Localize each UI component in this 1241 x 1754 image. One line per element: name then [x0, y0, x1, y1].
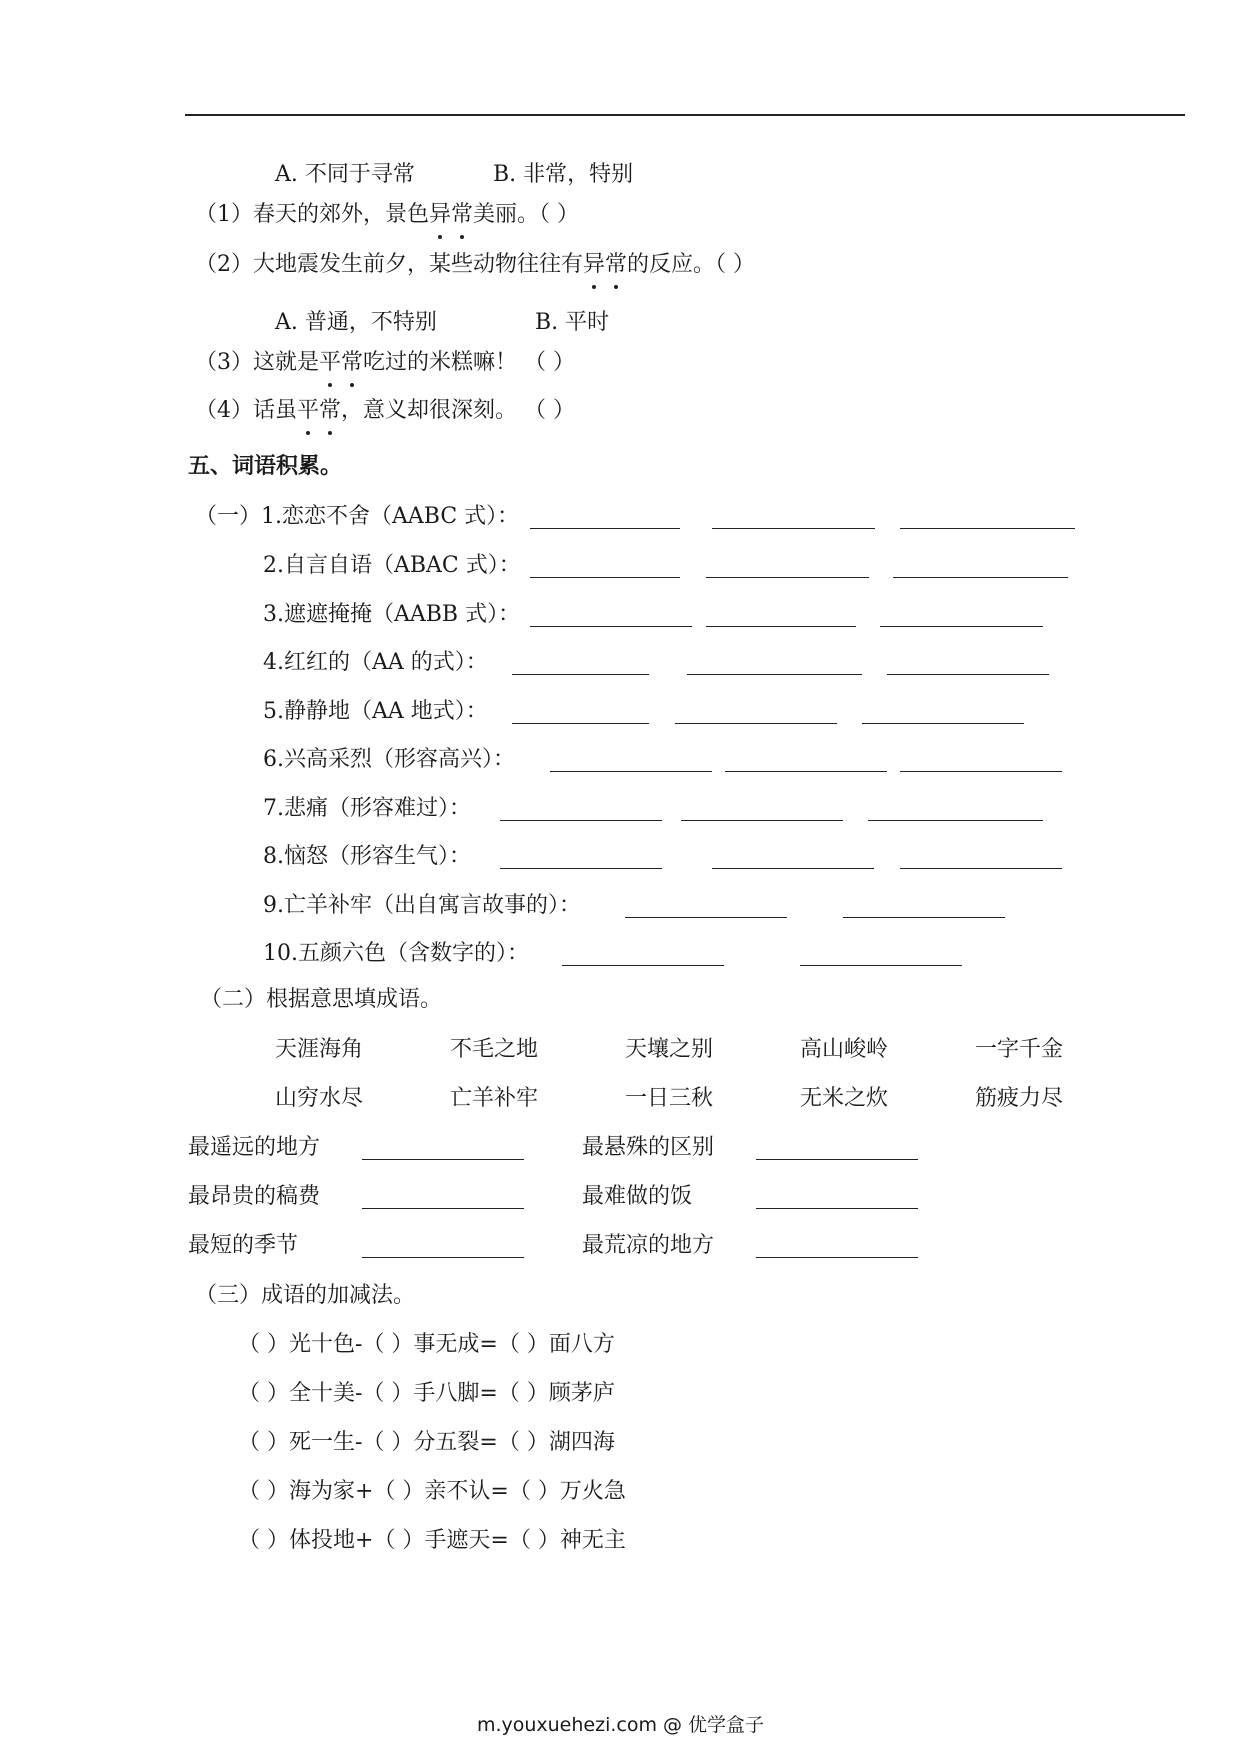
options-a-1: A. 不同于寻常	[275, 162, 415, 187]
prompt-right-2-blank[interactable]	[756, 1207, 918, 1209]
item-2-blank-2[interactable]	[706, 576, 869, 578]
idiom: 山穷水尽	[275, 1086, 364, 1111]
idiom: 天壤之别	[625, 1037, 714, 1062]
item-9-blank-1[interactable]	[625, 916, 787, 918]
item-3-label: 3.遮遮掩掩（AABB 式）：	[263, 602, 521, 627]
idiom: 亡羊补牢	[450, 1086, 539, 1111]
math-row-2: （ ）全十美-（ ）手八脚=（ ）顾茅庐	[238, 1381, 615, 1406]
item-4-label: 4.红红的（AA 的式）：	[263, 650, 488, 675]
item-9-blank-2[interactable]	[843, 916, 1005, 918]
item-8-blank-1[interactable]	[500, 867, 662, 869]
item-8-label: 8.恼怒（形容生气）：	[263, 844, 471, 869]
part3-title: （三）成语的加减法。	[195, 1283, 416, 1308]
header-rule	[185, 114, 1185, 116]
prompt-right-1-blank[interactable]	[756, 1158, 918, 1160]
item-6-label: 6.兴高采烈（形容高兴）：	[263, 747, 515, 772]
prompt-left-1: 最遥远的地方	[188, 1135, 321, 1160]
prompt-left-2-blank[interactable]	[362, 1207, 524, 1209]
item-10-blank-1[interactable]	[562, 964, 724, 966]
question-3: （3）这就是平常吃过的米糕嘛！ （ ）	[195, 348, 575, 378]
prompt-right-2: 最难做的饭	[582, 1184, 693, 1209]
math-row-5: （ ）体投地+（ ）手遮天=（ ）神无主	[238, 1528, 626, 1553]
options-b-2: B. 平时	[535, 310, 610, 335]
prompt-left-2: 最昂贵的稿费	[188, 1184, 321, 1209]
prompt-right-3: 最荒凉的地方	[582, 1233, 715, 1258]
item-10-label: 10.五颜六色（含数字的）：	[263, 941, 529, 966]
item-2-blank-3[interactable]	[893, 576, 1068, 578]
question-2: （2）大地震发生前夕，某些动物往往有异常的反应。（ ）	[195, 250, 755, 280]
idiom: 一字千金	[975, 1037, 1064, 1062]
math-row-4: （ ）海为家+（ ）亲不认=（ ）万火急	[238, 1479, 626, 1504]
item-8-blank-2[interactable]	[712, 867, 874, 869]
item-1-blank-3[interactable]	[900, 527, 1075, 529]
prompt-left-1-blank[interactable]	[362, 1158, 524, 1160]
part2-title: （二）根据意思填成语。	[200, 987, 443, 1012]
item-3-blank-3[interactable]	[880, 625, 1043, 627]
item-1-label: （一）1.恋恋不舍（AABC 式）：	[195, 504, 520, 529]
idiom: 高山峻岭	[800, 1037, 889, 1062]
item-2-blank-1[interactable]	[530, 576, 680, 578]
item-5-blank-1[interactable]	[512, 722, 649, 724]
math-row-1: （ ）光十色-（ ）事无成=（ ）面八方	[238, 1332, 615, 1357]
item-8-blank-3[interactable]	[900, 867, 1062, 869]
options-a-2: B. 非常，特别	[493, 162, 634, 187]
item-5-label: 5.静静地（AA 地式）：	[263, 699, 488, 724]
prompt-right-3-blank[interactable]	[756, 1256, 918, 1258]
item-4-blank-2[interactable]	[687, 673, 862, 675]
question-1: （1）春天的郊外，景色异常美丽。（ ）	[195, 200, 579, 230]
item-10-blank-2[interactable]	[800, 964, 962, 966]
item-6-blank-3[interactable]	[900, 770, 1062, 772]
item-3-blank-2[interactable]	[706, 625, 856, 627]
prompt-right-1: 最悬殊的区别	[582, 1135, 715, 1160]
item-1-blank-2[interactable]	[712, 527, 875, 529]
item-9-label: 9.亡羊补牢（出自寓言故事的）：	[263, 893, 581, 918]
item-4-blank-1[interactable]	[512, 673, 649, 675]
item-5-blank-2[interactable]	[675, 722, 837, 724]
item-3-blank-1[interactable]	[530, 625, 692, 627]
item-7-blank-3[interactable]	[868, 819, 1043, 821]
idiom: 不毛之地	[450, 1037, 539, 1062]
section-title: 五、词语积累。	[188, 454, 343, 479]
idiom: 天涯海角	[275, 1037, 364, 1062]
prompt-left-3: 最短的季节	[188, 1233, 299, 1258]
item-5-blank-3[interactable]	[862, 722, 1024, 724]
item-7-blank-2[interactable]	[681, 819, 843, 821]
footer-watermark: m.youxuehezi.com @ 优学盒子	[476, 1714, 765, 1736]
item-6-blank-2[interactable]	[725, 770, 887, 772]
math-row-3: （ ）死一生-（ ）分五裂=（ ）湖四海	[238, 1430, 615, 1455]
idiom: 筋疲力尽	[975, 1086, 1064, 1111]
item-6-blank-1[interactable]	[550, 770, 712, 772]
idiom: 一日三秋	[625, 1086, 714, 1111]
item-7-blank-1[interactable]	[500, 819, 662, 821]
item-1-blank-1[interactable]	[530, 527, 680, 529]
idiom: 无米之炊	[800, 1086, 889, 1111]
question-4: （4）话虽平常，意义却很深刻。 （ ）	[195, 396, 575, 426]
prompt-left-3-blank[interactable]	[362, 1256, 524, 1258]
item-4-blank-3[interactable]	[887, 673, 1049, 675]
item-2-label: 2.自言自语（ABAC 式）：	[263, 553, 521, 578]
item-7-label: 7.悲痛（形容难过）：	[263, 796, 471, 821]
options-b-1: A. 普通，不特别	[275, 310, 437, 335]
